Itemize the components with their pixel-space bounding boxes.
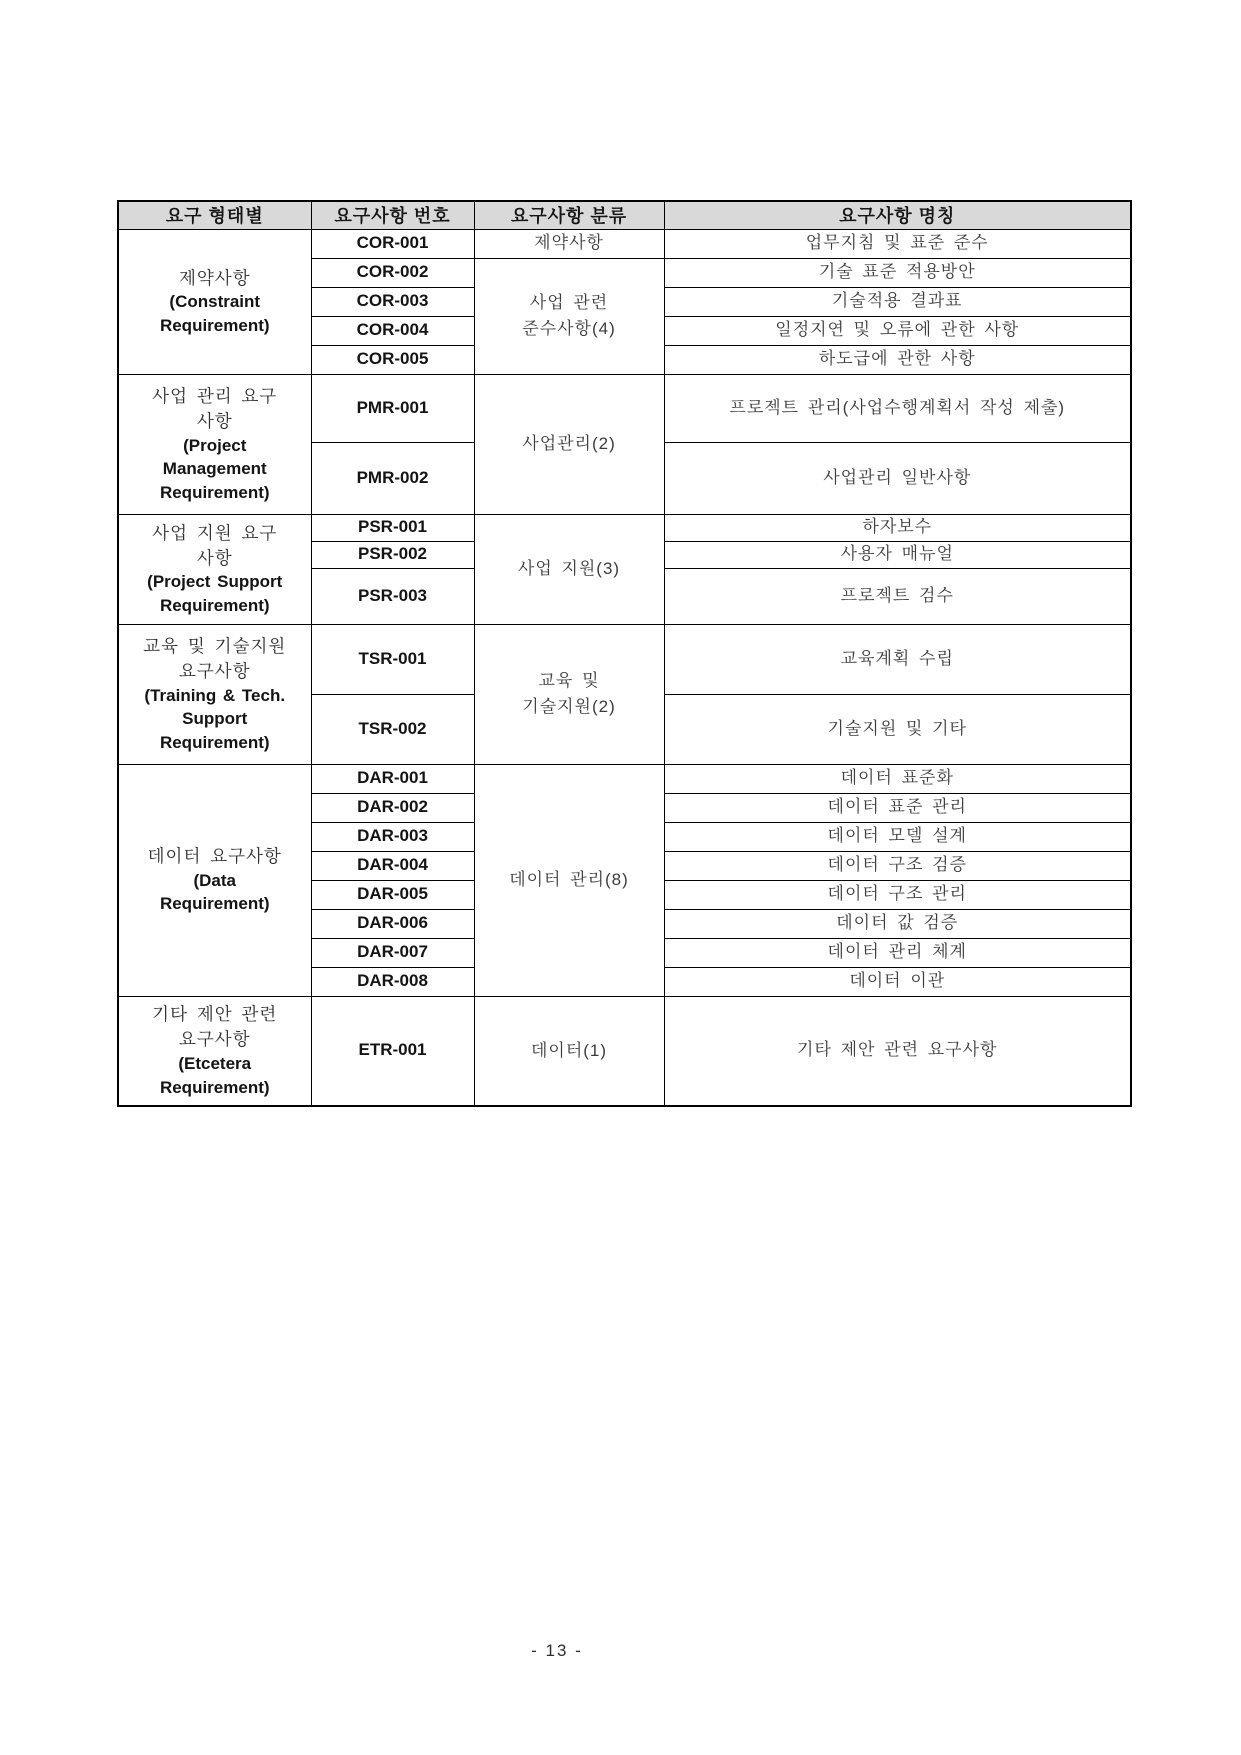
requirement-id-cell: TSR-002 <box>311 694 474 764</box>
category-line: 제약사항 <box>534 233 604 253</box>
type-ko-line: 사업 지원 요구 <box>152 522 278 543</box>
type-en-line: Support <box>182 709 248 729</box>
requirement-name-cell: 기술적용 결과표 <box>664 287 1131 316</box>
type-cell-etcetera <box>118 996 311 1106</box>
requirement-id-cell: COR-003 <box>311 287 474 316</box>
requirement-name-cell: 프로젝트 검수 <box>664 568 1131 624</box>
requirement-id-cell: TSR-001 <box>311 624 474 694</box>
category-line: 사업관리(2) <box>522 433 616 453</box>
table-row <box>118 764 1131 793</box>
type-ko-line: 사항 <box>196 410 233 431</box>
category-line: 데이터 관리(8) <box>509 869 629 889</box>
category-cell <box>474 764 664 996</box>
col-header-req-name: 요구사항 명칭 <box>664 201 1131 229</box>
type-cell-project-management <box>118 374 311 514</box>
requirement-name-cell: 데이터 관리 체계 <box>664 938 1131 967</box>
requirement-id-cell: PMR-002 <box>311 442 474 514</box>
requirement-id-cell: DAR-003 <box>311 822 474 851</box>
requirement-name-cell: 기타 제안 관련 요구사항 <box>664 996 1131 1106</box>
table-row <box>118 229 1131 258</box>
table-header-row <box>118 201 1131 229</box>
type-en-line: (Project Support <box>147 572 283 592</box>
table-row <box>118 624 1131 694</box>
type-en-line: (Data <box>193 870 236 890</box>
type-en-line: Requirement) <box>159 1077 270 1097</box>
requirement-name-cell: 업무지침 및 표준 준수 <box>664 229 1131 258</box>
requirement-id-cell: DAR-002 <box>311 793 474 822</box>
type-ko-line: 요구사항 <box>178 660 251 681</box>
requirement-id-cell: DAR-008 <box>311 967 474 996</box>
requirement-id-cell: DAR-006 <box>311 909 474 938</box>
type-en-line: (Project <box>183 435 247 455</box>
requirement-id-cell: DAR-001 <box>311 764 474 793</box>
type-ko-line: 기타 제안 관련 <box>152 1004 278 1025</box>
requirement-id-cell: DAR-007 <box>311 938 474 967</box>
type-ko-line: 제약사항 <box>178 267 251 288</box>
col-header-req-number: 요구사항 번호 <box>311 201 474 229</box>
category-line: 사업 관련 <box>529 292 609 312</box>
requirement-id-cell: PSR-003 <box>311 568 474 624</box>
page-number: - 13 - <box>531 1641 583 1660</box>
requirement-name-cell: 프로젝트 관리(사업수행계획서 작성 제출) <box>664 374 1131 442</box>
requirement-id-cell: DAR-004 <box>311 851 474 880</box>
requirements-table <box>117 200 1132 1107</box>
type-ko-line: 교육 및 기술지원 <box>143 635 287 656</box>
category-cell <box>474 258 664 374</box>
requirement-id-cell: COR-001 <box>311 229 474 258</box>
category-cell <box>474 996 664 1106</box>
type-ko-line: 사업 관리 요구 <box>152 385 278 406</box>
requirement-name-cell: 하자보수 <box>664 514 1131 541</box>
category-line: 준수사항(4) <box>522 319 616 338</box>
col-header-req-category: 요구사항 분류 <box>474 201 664 229</box>
category-cell <box>474 229 664 258</box>
type-en-line: (Training & Tech. <box>144 685 286 705</box>
requirement-name-cell: 사용자 매뉴얼 <box>664 541 1131 568</box>
requirement-id-cell: PSR-002 <box>311 541 474 568</box>
type-en-line: Requirement) <box>159 894 270 914</box>
category-line: 기술지원(2) <box>522 697 616 716</box>
type-en-line: Requirement) <box>159 482 270 502</box>
requirement-name-cell: 하도급에 관한 사항 <box>664 345 1131 374</box>
col-header-req-type: 요구 형태별 <box>118 201 311 229</box>
requirement-name-cell: 데이터 구조 관리 <box>664 880 1131 909</box>
category-line: 교육 및 <box>538 670 600 690</box>
table-row <box>118 996 1131 1106</box>
requirement-name-cell: 기술지원 및 기타 <box>664 694 1131 764</box>
type-en-line: (Constraint <box>169 292 261 312</box>
type-en-line: Management <box>162 459 267 479</box>
requirement-name-cell: 데이터 표준화 <box>664 764 1131 793</box>
type-en-line: (Etcetera <box>178 1054 252 1074</box>
requirement-name-cell: 일정지연 및 오류에 관한 사항 <box>664 316 1131 345</box>
type-en-line: Requirement) <box>159 595 270 615</box>
requirement-name-cell: 데이터 표준 관리 <box>664 793 1131 822</box>
requirement-id-cell: DAR-005 <box>311 880 474 909</box>
category-cell <box>474 624 664 764</box>
table-row <box>118 374 1131 442</box>
type-cell-training-tech-support <box>118 624 311 764</box>
category-line: 사업 지원(3) <box>517 558 621 578</box>
category-cell <box>474 374 664 514</box>
type-ko-line: 사항 <box>196 547 233 568</box>
type-cell-project-support <box>118 514 311 624</box>
type-ko-line: 요구사항 <box>178 1029 251 1050</box>
requirement-id-cell: ETR-001 <box>311 996 474 1106</box>
requirement-name-cell: 교육계획 수립 <box>664 624 1131 694</box>
requirement-id-cell: COR-002 <box>311 258 474 287</box>
requirement-name-cell: 기술 표준 적용방안 <box>664 258 1131 287</box>
requirement-name-cell: 데이터 값 검증 <box>664 909 1131 938</box>
category-line: 데이터(1) <box>530 1040 608 1060</box>
type-cell-constraint <box>118 229 311 374</box>
requirement-id-cell: PSR-001 <box>311 514 474 541</box>
requirement-name-cell: 데이터 구조 검증 <box>664 851 1131 880</box>
type-ko-line: 데이터 요구사항 <box>147 846 282 867</box>
type-en-line: Requirement) <box>159 732 270 752</box>
requirement-name-cell: 데이터 이관 <box>664 967 1131 996</box>
requirement-name-cell: 데이터 모델 설계 <box>664 822 1131 851</box>
category-cell <box>474 514 664 624</box>
type-cell-data <box>118 764 311 996</box>
requirement-id-cell: COR-004 <box>311 316 474 345</box>
requirement-id-cell: COR-005 <box>311 345 474 374</box>
type-en-line: Requirement) <box>159 315 270 335</box>
table-row <box>118 514 1131 541</box>
requirement-name-cell: 사업관리 일반사항 <box>664 442 1131 514</box>
requirement-id-cell: PMR-001 <box>311 374 474 442</box>
